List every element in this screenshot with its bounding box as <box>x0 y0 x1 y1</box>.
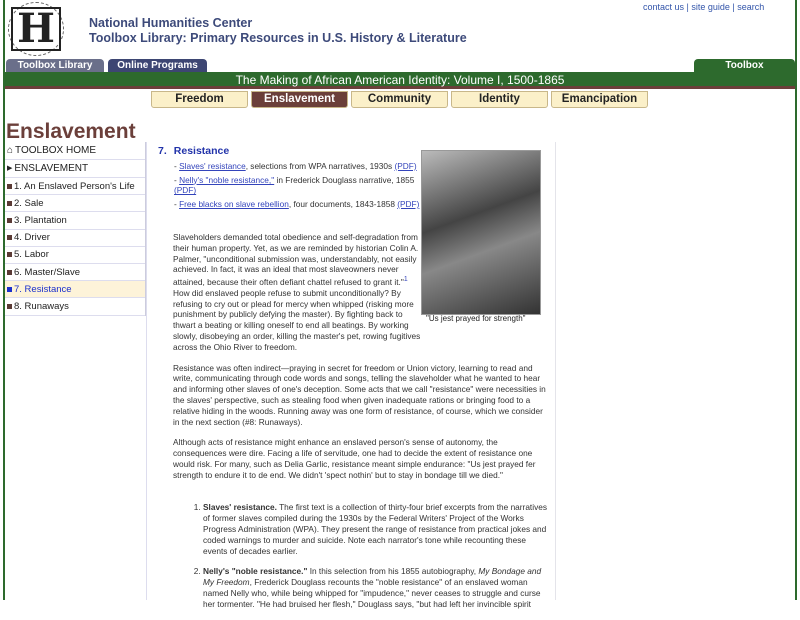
sidebar-item-1[interactable] <box>5 178 145 195</box>
sidebar-label: 1. An Enslaved Person's Life <box>14 180 135 192</box>
site-guide-link[interactable]: site guide <box>691 2 730 12</box>
sidebar-label: 7. Resistance <box>14 283 72 295</box>
sidebar-item-7[interactable] <box>5 281 145 298</box>
site-subtitle: Toolbox Library: Primary Resources in U.S. History & Literature <box>89 31 467 45</box>
sidebar-label: 3. Plantation <box>14 214 67 226</box>
sidebar-item-8[interactable] <box>5 298 145 315</box>
sidebar-item-3[interactable] <box>5 212 145 229</box>
item-text: , Frederick Douglass recounts the "noble resistance" of an enslaved woman named Nelly who, while being whipped for "impudence," never ceases to struggle and curse her tormenter. "He had bruised her flesh," Douglass says, "but had left her invincible spirit <box>203 577 541 609</box>
footnote-link[interactable]: 1 <box>403 276 408 284</box>
sidebar-label: 6. Master/Slave <box>14 266 80 278</box>
list-item <box>203 566 548 609</box>
sidebar-label: 2. Sale <box>14 197 44 209</box>
paragraph: Although acts of resistance might enhance an enslaved person's sense of autonomy, the consequences were dire. Facing a life of servitude, one had to decide the extent of resistance one would risk. For many, such as Delia Garlic, resistance meant simple endurance: "Us jest prayed fer strength to endure it to de end. We didn't 'spect nothin' but to stay in bondage till we died." <box>173 437 536 480</box>
sidebar <box>5 142 146 316</box>
page-title: Enslavement <box>6 120 136 143</box>
bullet-icon <box>7 235 12 240</box>
volume-banner: The Making of African American Identity: Volume I, 1500-1865 <box>5 72 795 89</box>
list-item: - Nelly's "noble resistance," in Frederick Douglass narrative, 1855 (PDF) <box>174 174 415 196</box>
list-item: - Slaves' resistance, selections from WPA narratives, 1930s (PDF) <box>174 160 417 171</box>
sidebar-item-6[interactable] <box>5 264 145 281</box>
sidebar-label: TOOLBOX HOME <box>15 145 96 156</box>
main-content <box>158 146 548 620</box>
bullet-icon <box>7 252 12 257</box>
utility-links: contact us | site guide | search <box>643 2 765 12</box>
photo-caption: "Us jest prayed for strength" <box>426 314 526 323</box>
resource-desc: , selections from WPA narratives, 1930s <box>245 160 395 171</box>
sidebar-item-4[interactable] <box>5 230 145 247</box>
section-heading <box>158 146 548 157</box>
pdf-link[interactable]: (PDF) <box>174 185 197 196</box>
sidebar-label: ENSLAVEMENT <box>14 163 89 174</box>
org-name: National Humanities Center <box>89 16 253 30</box>
resource-link[interactable]: Nelly's "noble resistance," <box>179 174 275 185</box>
nav-freedom[interactable]: Freedom <box>151 91 248 108</box>
text: How did enslaved people refuse to submit unconditionally? By refusing to cry out or plead for mercy when whipped (risking more punishment by publicly defying the master). By fighting back to thwart a beating or killing oneself to end all beatings. By working slowly, disobeying an order, killing the master's pet, rowing fugitives across the Ohio River to freedom. <box>173 287 421 352</box>
sidebar-label: 5. Labor <box>14 249 49 261</box>
item-title: Nelly's "noble resistance." <box>203 566 308 577</box>
tab-toolbox-library[interactable]: Toolbox Library <box>6 59 104 72</box>
book-title: My Bondage and My Freedom <box>203 566 542 588</box>
home-icon: ⌂ <box>7 145 14 156</box>
tab-online-programs[interactable]: Online Programs <box>108 59 207 72</box>
sidebar-toolbox-home[interactable] <box>5 142 145 160</box>
nav-community[interactable]: Community <box>351 91 448 108</box>
nav-enslavement[interactable]: Enslavement <box>251 91 348 108</box>
site-title <box>89 16 467 46</box>
nav-identity[interactable]: Identity <box>451 91 548 108</box>
pdf-link[interactable]: (PDF) <box>397 199 420 210</box>
contact-us-link[interactable]: contact us <box>643 2 685 12</box>
divider <box>146 142 147 600</box>
sidebar-item-5[interactable] <box>5 247 145 264</box>
resource-desc: in Frederick Douglass narrative, 1855 <box>274 174 415 185</box>
resource-link[interactable]: Free blacks on slave rebellion <box>179 199 289 210</box>
sidebar-label: 4. Driver <box>14 232 50 244</box>
bullet-icon <box>7 270 12 275</box>
resource-links <box>174 161 424 210</box>
paragraph: Resistance was often indirect—praying in secret for freedom or Union victory, learning to read and write, communicating through code words and songs, telling the slaveholder what he wanted to hear and informing other slaves of one's deception. Some acts that we call "resistance" were necessities in the slaves' perspective, such as stealing food when given inadequate rations or bringing food to a relative hiding in the woods. Running away was one form of resistance, of course, which we consider in the next section (#8: Runaways). <box>173 362 546 427</box>
bullet-icon <box>7 201 12 206</box>
theme-nav <box>151 91 648 108</box>
nav-emancipation[interactable]: Emancipation <box>551 91 648 108</box>
sidebar-enslavement[interactable] <box>5 160 145 178</box>
resource-link[interactable]: Slaves' resistance <box>179 160 246 171</box>
search-link[interactable]: search <box>737 2 765 12</box>
bullet-icon <box>7 184 12 189</box>
nhc-logo[interactable]: H <box>8 2 64 56</box>
text: Slaveholders demanded total obedience and self-degradation from their human property. Yet, as we are reminded by historian Colin A. Palmer, "unconditional submission was, understandably, not easily achieved. In fact, it was an ideal that most slaveowners never attained, because their often defiant chattel refused to grant it." <box>173 231 419 287</box>
triangle-right-icon: ▶ <box>7 165 13 172</box>
resource-desc: , four documents, 1843-1858 <box>288 199 398 210</box>
item-text: In this selection from his 1855 autobiography, <box>307 566 479 577</box>
list-item: - Free blacks on slave rebellion, four documents, 1843-1858 (PDF) <box>174 199 420 210</box>
sidebar-item-2[interactable] <box>5 195 145 212</box>
section-number: 7. <box>158 145 167 157</box>
bullet-icon <box>7 287 12 292</box>
item-text: The first text is a collection of thirty-four brief excerpts from the narratives of former slaves compiled during the 1930s by the Federal Writers' Project of the Works Progress Administration (WPA). They present the range of resistance from practical jokes and coded warnings to murder and suicide. Note each narrator's tone while recounting these events of decades earlier. <box>203 502 547 556</box>
bullet-icon <box>7 218 12 223</box>
divider <box>555 142 556 600</box>
section-title: Resistance <box>173 145 230 157</box>
pdf-link[interactable]: (PDF) <box>394 160 417 171</box>
item-title: Slaves' resistance. <box>203 502 277 513</box>
intro-paragraph <box>173 232 423 353</box>
list-item <box>203 502 548 556</box>
text-list <box>203 502 548 609</box>
tab-toolbox[interactable]: Toolbox <box>694 59 795 72</box>
sidebar-label: 8. Runaways <box>14 300 69 312</box>
bullet-icon <box>7 304 12 309</box>
